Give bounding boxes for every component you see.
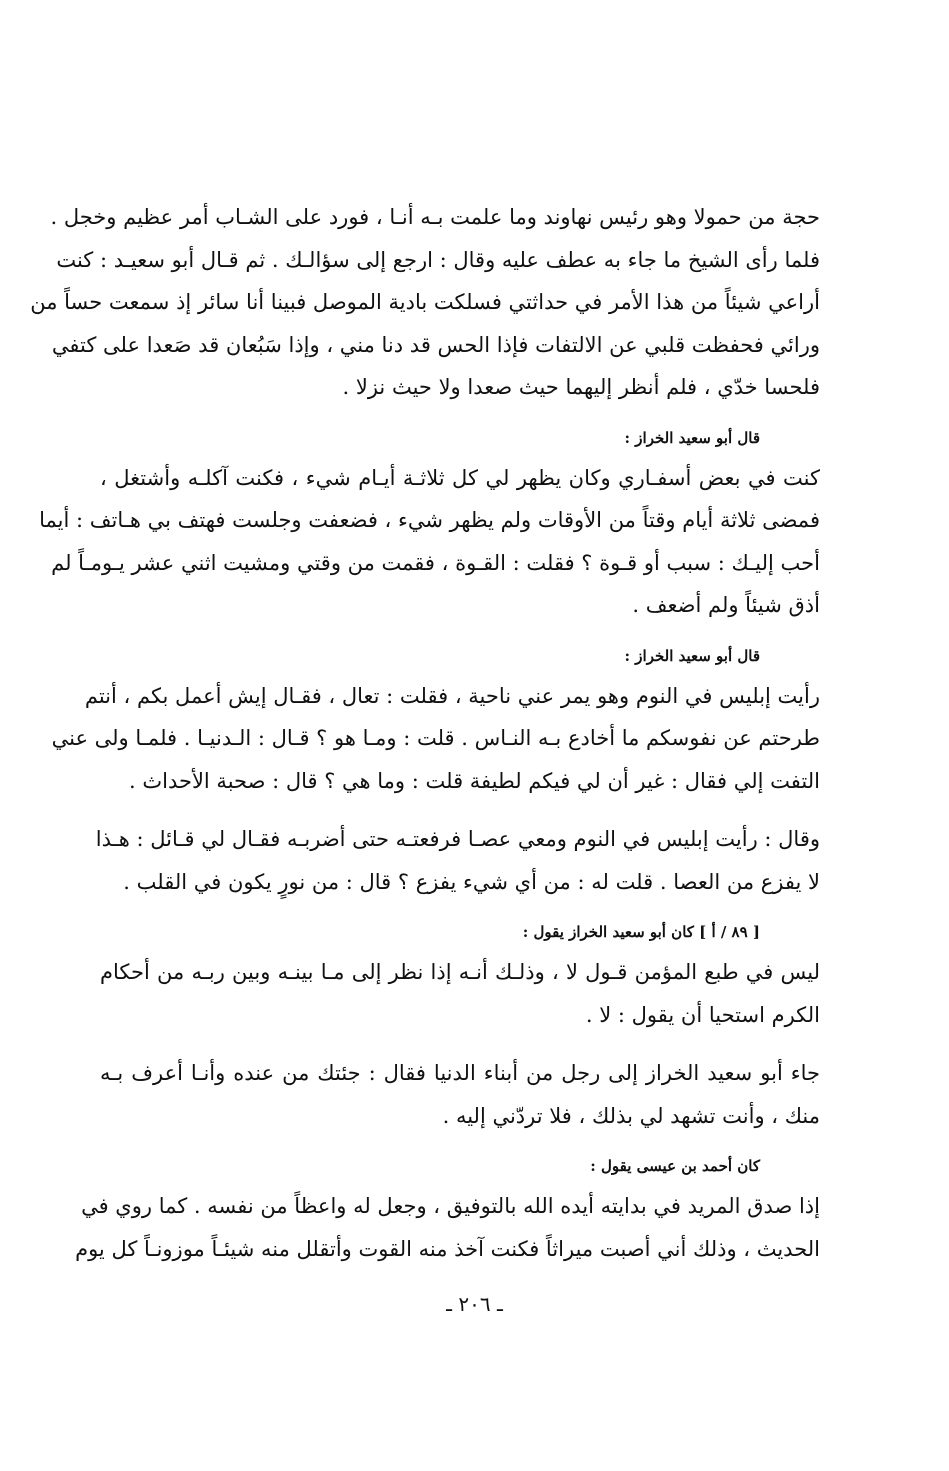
paragraph — [30, 196, 820, 409]
text-line: كنت في بعض أسفـاري وكان يظهر لي كل ثلاثـة أيـام شيء ، فكنت آكلـه وأشتغل ، — [100, 465, 820, 490]
section-heading: كان أحمد بن عيسى يقول : — [590, 1157, 760, 1175]
paragraph — [75, 1185, 820, 1270]
text-line: منك ، وأنت تشهد لي بذلك ، فلا تردّني إليه . — [442, 1103, 820, 1128]
text-line: أحب إليـك : سبب أو قـوة ؟ فقلت : القـوة ، فقمت من وقتي ومشيت اثني عشر يـومـاً لم — [51, 550, 820, 575]
text-line: فلحسا خدّي ، فلم أنظر إليهما حيث صعدا ولا حيث نزلا . — [342, 375, 820, 399]
document-body — [30, 196, 820, 1270]
text-line: ليس في طبع المؤمن قـول لا ، وذلـك أنـه إذا نظر إلى مـا بينـه وبين ربـه من أحكام — [100, 960, 820, 984]
section-heading: قال أبو سعيد الخراز : — [624, 428, 760, 447]
text-line: وقال : رأيت إبليس في النوم ومعي عصـا فرفعتـه حتى أضربـه فقـال لي قـائل : هـذا — [95, 827, 820, 851]
page-number: ـ ٢٠٦ ـ — [446, 1292, 503, 1316]
text-line: الكرم استحيا أن يقول : لا . — [585, 1002, 820, 1027]
text-line: جاء أبو سعيد الخراز إلى رجل من أبناء الدنيا فقال : جئتك من عنده وأنـا أعرف بـه — [100, 1061, 820, 1085]
section-heading: [ ٨٩ / أ ] كان أبو سعيد الخراز يقول : — [522, 923, 760, 941]
text-line: التفت إلي فقال : غير أن لي فيكم لطيفة قلت : وما هي ؟ قال : صحبة الأحداث . — [128, 768, 820, 793]
text-line: ورائي فحفظت قلبي عن الالتفات فإذا الحس قد دنا مني ، وإذا سَبُعان قد صَعدا على كتفي — [51, 332, 820, 357]
paragraph — [100, 1052, 820, 1137]
text-line: رأيت إبليس في النوم وهو يمر عني ناحية ، فقلت : تعال ، فقـال إيش أعمل بكم ، أنتم — [84, 683, 820, 708]
paragraph — [95, 818, 820, 903]
text-line: أراعي شيئاً من هذا الأمر في حداثتي فسلكت بادية الموصل فبينا أنا سائر إذ سمعت حساً من — [30, 290, 820, 314]
section-heading: قال أبو سعيد الخراز : — [624, 646, 760, 665]
text-line: فلما رأى الشيخ ما جاء به عطف عليه وقال : ارجع إلى سؤالـك . ثم قـال أبو سعيـد : كنت — [56, 247, 820, 272]
text-line: حجة من حمولا وهو رئيس نهاوند وما علمت بـه أنـا ، فورد على الشـاب أمر عظيم وخجل . — [50, 205, 820, 229]
text-line: طرحتم عن نفوسكم ما أخادع بـه النـاس . قلت : ومـا هو ؟ قـال : الـدنيـا . فلمـا ولى عني — [51, 726, 820, 750]
paragraph — [39, 457, 820, 627]
text-line: الحديث ، وذلك أني أصبت ميراثاً فكنت آخذ منه القوت وأتقلل منه شيئـاً موزونـاً كل يوم — [75, 1236, 820, 1261]
text-line: أذق شيئاً ولم أضعف . — [632, 593, 820, 617]
text-line: فمضى ثلاثة أيام وقتاً من الأوقات ولم يظهر شيء ، فضعفت وجلست فهتف بي هـاتف : أيما — [39, 508, 820, 532]
paragraph — [100, 951, 820, 1036]
text-line: لا يفزع من العصا . قلت له : من أي شيء يفزع ؟ قال : من نورٍ يكون في القلب . — [123, 869, 820, 894]
paragraph — [51, 675, 820, 803]
text-line: إذا صدق المريد في بدايته أيده الله بالتوفيق ، وجعل له واعظاً من نفسه . كما روي في — [81, 1194, 820, 1218]
